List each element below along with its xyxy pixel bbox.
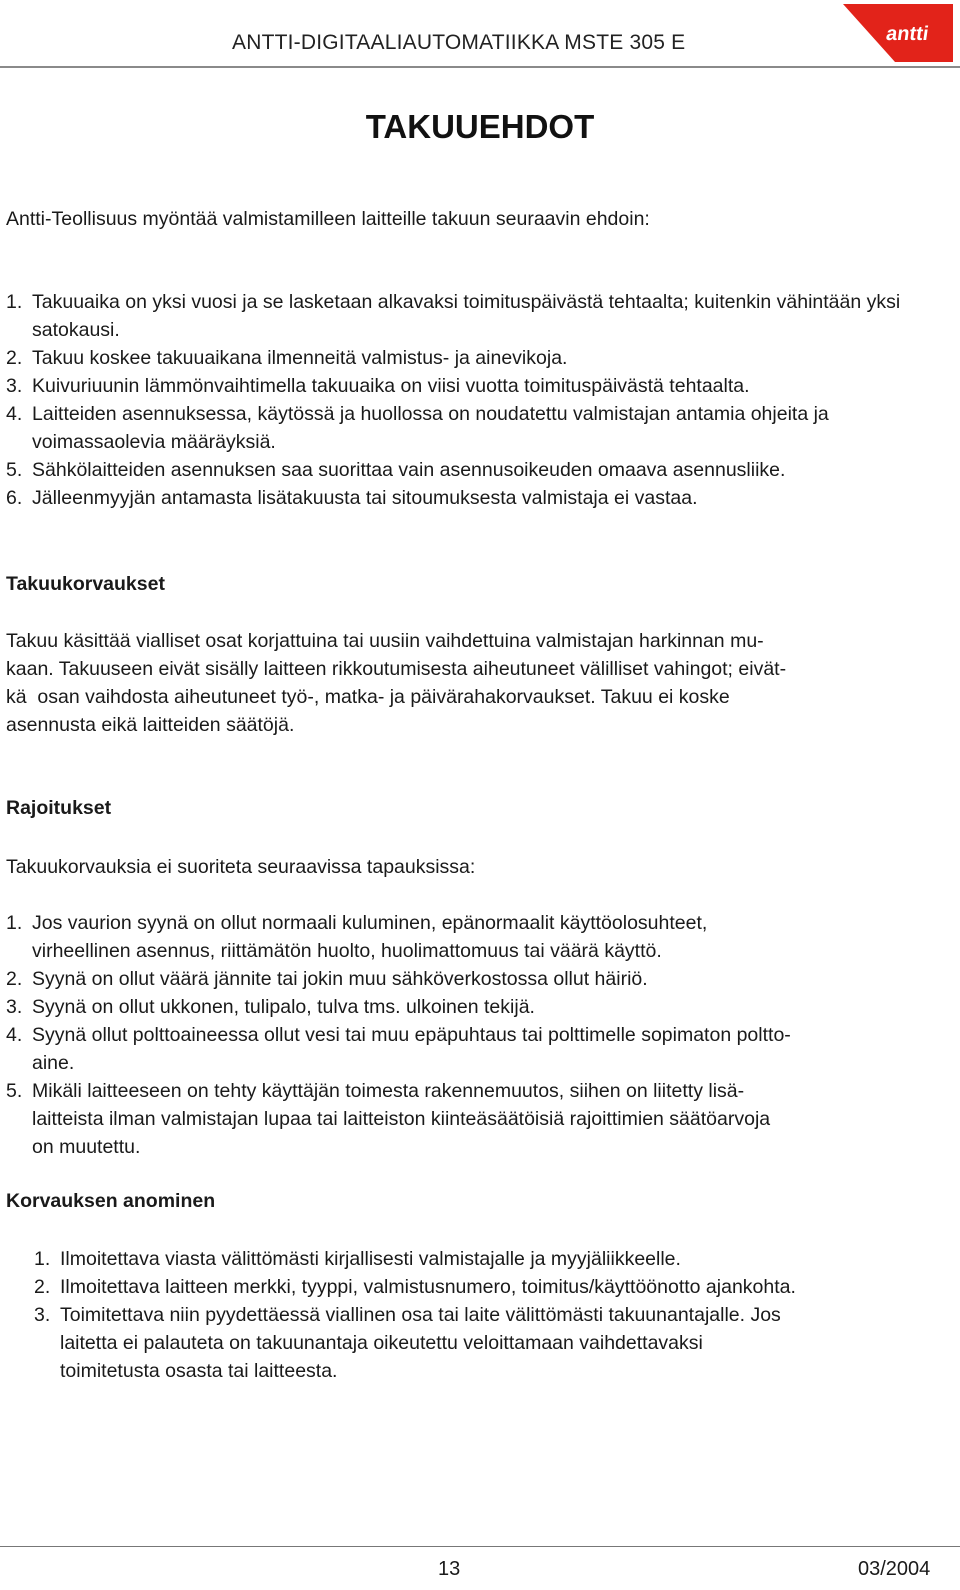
takuukorvaukset-paragraph: Takuu käsittää vialliset osat korjattuina tai uusiin vaihdettuina valmistajan harkinnan mu- kaan. Takuuseen eivät sisälly laitteen rikkoutumisesta aiheutuneet välilliset vahingot; eivät- kä osan vaihdosta aiheutuneet työ-, matka- ja päivärahakorvaukset. Takuu ei koske asennusta eikä laitteiden säätöjä. [6, 630, 787, 736]
takuukorvaukset-heading: Takuukorvaukset [6, 573, 165, 595]
edition-date: 03/2004 [858, 1558, 931, 1580]
korvauksen-anominen-heading: Korvauksen anominen [6, 1190, 216, 1212]
restriction-item: 1. Jos vaurion syynä on ollut normaali kuluminen, epänormaalit käyttöolosuhteet, virheellinen asennus, riittämätön huolto, huolimattomuus tai väärä käyttö. [6, 912, 708, 962]
restriction-item: 3. Syynä on ollut ukkonen, tulipalo, tulva tms. ulkoinen tekijä. [6, 996, 535, 1018]
term-item: 5. Sähkölaitteiden asennuksen saa suorittaa vain asennusoikeuden omaava asennusliike. [6, 459, 786, 481]
restriction-item: 5. Mikäli laitteeseen on tehty käyttäjän toimesta rakennemuutos, siihen on liitetty lisä- laitteista ilman valmistajan lupaa tai laitteiston kiinteäsäätöisiä rajoittimien säätöarvoja on muutettu. [6, 1080, 771, 1158]
antti-logo [843, 0, 953, 62]
document-header-title: ANTTI-DIGITAALIAUTOMATIIKKA MSTE 305 E [232, 31, 686, 54]
rajoitukset-list [6, 909, 956, 1161]
page-title: TAKUUEHDOT [365, 108, 595, 145]
footer-divider [0, 1546, 960, 1547]
restriction-item: 2. Syynä on ollut väärä jännite tai jokin muu sähköverkostossa ollut häiriö. [6, 968, 648, 990]
claim-step-item: 2. Ilmoitettava laitteen merkki, tyyppi, valmistusnumero, toimitus/käyttöönotto ajankohta. [34, 1276, 796, 1298]
rajoitukset-heading: Rajoitukset [6, 797, 112, 819]
header-divider [0, 66, 960, 68]
claim-step-item: 1. Ilmoitettava viasta välittömästi kirjallisesti valmistajalle ja myyjäliikkeelle. [34, 1248, 681, 1270]
page-number: 13 [438, 1558, 461, 1580]
term-item: 6. Jälleenmyyjän antamasta lisätakuusta tai sitoumuksesta valmistaja ei vastaa. [6, 487, 698, 509]
intro-text: Antti-Teollisuus myöntää valmistamilleen laitteille takuun seuraavin ehdoin: [6, 208, 650, 230]
rajoitukset-intro: Takuukorvauksia ei suoriteta seuraavissa tapauksissa: [6, 856, 476, 878]
restriction-item: 4. Syynä ollut polttoaineessa ollut vesi tai muu epäpuhtaus tai polttimelle sopimaton poltto- aine. [6, 1024, 791, 1074]
term-item: 3. Kuivuriuunin lämmönvaihtimella takuuaika on viisi vuotta toimituspäivästä tehtaalta. [6, 375, 750, 397]
term-item: 4. Laitteiden asennuksessa, käytössä ja huollossa on noudatettu valmistajan antamia ohjeita ja voimassaolevia määräyksiä. [6, 403, 829, 453]
term-item: 2. Takuu koskee takuuaikana ilmenneitä valmistus- ja ainevikoja. [6, 347, 568, 369]
term-item: 1. Takuuaika on yksi vuosi ja se lasketaan alkavaksi toimituspäivästä tehtaalta; kuitenkin vähintään yksi satokausi. [6, 291, 901, 341]
svg-text:antti: antti [884, 23, 930, 45]
korvauksen-anominen-list [34, 1245, 956, 1385]
claim-step-item: 3. Toimitettava niin pyydettäessä viallinen osa tai laite välittömästi takuunantajalle. Jos laitetta ei palauteta on takuunantaja oikeutettu veloittamaan vaihdettavaksi toimitetusta osasta tai laitteesta. [34, 1304, 781, 1382]
warranty-terms-list [6, 288, 956, 512]
